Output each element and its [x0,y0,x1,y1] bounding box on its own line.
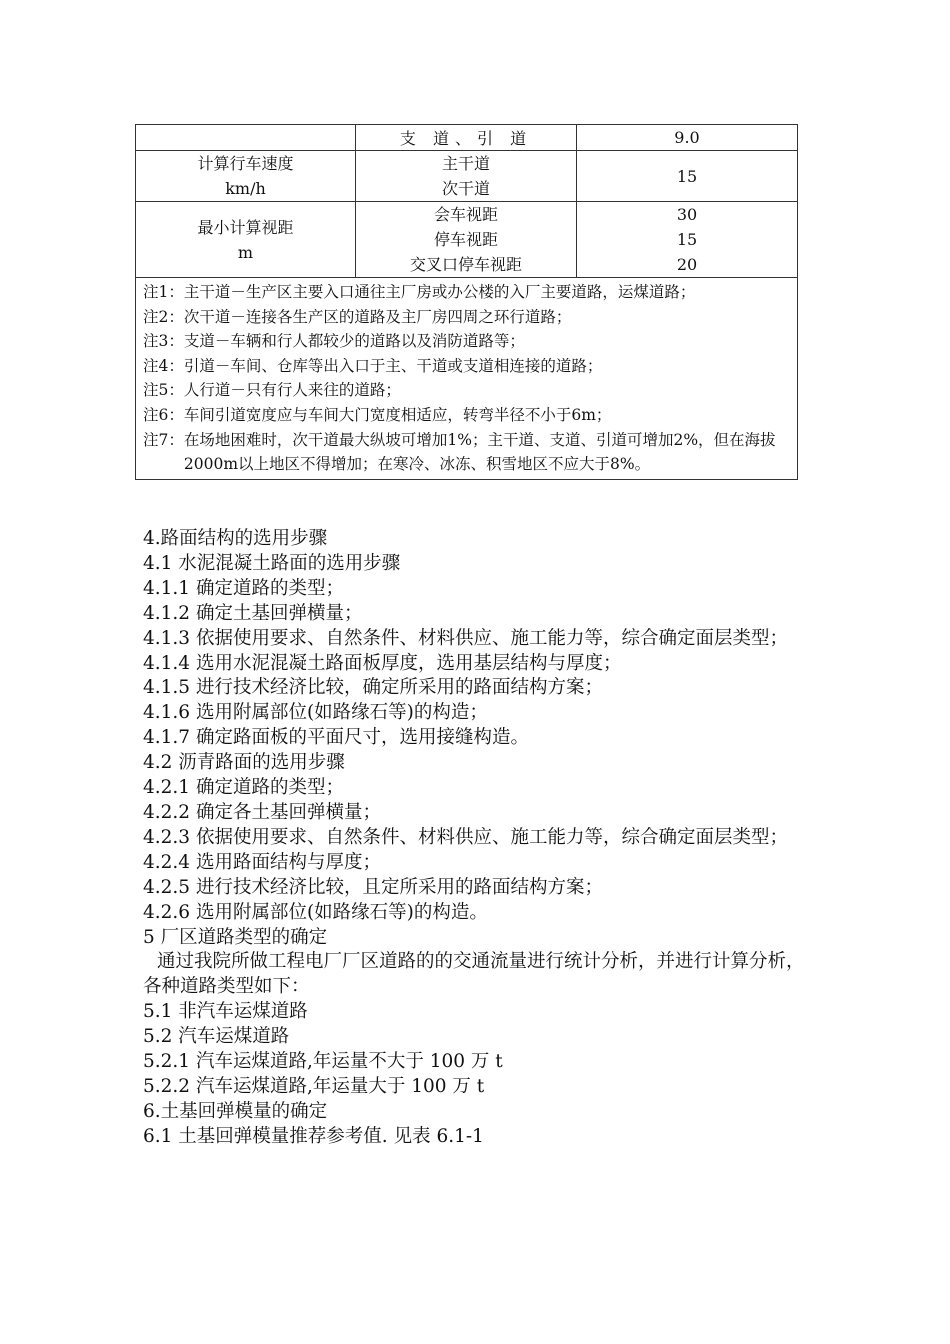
table-cell [136,125,356,151]
table-cell [356,151,577,202]
note-label: 注4： [143,356,184,375]
table-row [136,125,798,151]
table-cell: 9.0 [577,125,798,151]
road-spec-table [135,124,798,480]
subsection-heading: 4.1 水泥混凝土路面的选用步骤 [143,552,401,574]
table-cell [136,151,356,202]
cell-line: 计算行车速度 [197,154,294,173]
table-cell [577,202,798,278]
note-item [143,403,791,428]
step-item: 4.2.5 进行技术经济比较，且定所采用的路面结构方案； [143,876,603,898]
step-item: 4.2.1 确定道路的类型； [143,777,344,799]
step-item: 5.2.2 汽车运煤道路,年运量大于 100 万 t [143,1075,485,1097]
note-text: 支道－车辆和行人都较少的道路以及消防道路等； [183,332,525,351]
step-item: 4.2.4 选用路面结构与厚度； [143,851,381,873]
note-label: 注2： [143,307,184,326]
subsection-heading: 4.2 沥青路面的选用步骤 [143,752,345,774]
note-text: 引道－车间、仓库等出入口于主、干道或支道相连接的道路； [183,356,603,375]
step-item: 4.1.5 进行技术经济比较，确定所采用的路面结构方案； [143,677,603,699]
cell-line: 停车视距 [433,230,498,249]
note-item [143,329,791,354]
note-text: 次干道－连接各生产区的道路及主厂房四周之环行道路； [183,307,572,326]
cell-line: 15 [676,230,698,249]
document-body [143,527,813,1150]
table-row-notes [136,278,798,480]
section-heading: 5 厂区道路类型的确定 [143,926,328,948]
step-item: 4.1.4 选用水泥混凝土路面板厚度，选用基层结构与厚度； [143,652,622,674]
note-item [143,280,791,305]
step-item: 4.2.6 选用附属部位(如路缘石等)的构造。 [143,901,488,923]
step-item: 4.1.3 依据使用要求、自然条件、材料供应、施工能力等，综合确定面层类型； [143,627,788,649]
section-heading: 4.路面结构的选用步骤 [143,528,328,549]
step-item: 5.2.1 汽车运煤道路,年运量不大于 100 万 t [143,1051,503,1073]
cell-line: 次干道 [441,179,490,198]
cell-line: m [237,242,254,262]
subsection-heading: 5.2 汽车运煤道路 [143,1026,290,1048]
section-heading: 6.土基回弹模量的确定 [143,1100,328,1122]
subsection-heading: 5.1 非汽车运煤道路 [143,1001,308,1023]
table-cell: 支 道、引 道 [356,125,577,151]
table-row [136,151,798,202]
note-item [143,428,791,477]
step-item: 4.1.6 选用附属部位(如路缘石等)的构造； [143,702,488,724]
table-cell [356,202,577,278]
note-item [143,354,791,379]
table-cell [136,202,356,278]
table-cell: 15 [577,151,798,202]
cell-line: 30 [676,205,698,224]
note-item [143,378,791,403]
step-item: 4.1.2 确定土基回弹横量； [143,602,363,624]
note-text: 人行道－只有行人来往的道路； [183,381,401,400]
cell-line: km/h [225,179,266,198]
note-text: 车间引道宽度应与车间大门宽度相适应，转弯半径不小于6m； [183,405,612,424]
step-item: 4.2.2 确定各土基回弹横量； [143,801,381,823]
note-text: 在场地困难时，次干道最大纵坡可增加1%；主干道、支道、引道可增加2%，但在海拔2000m以上地区不得增加；在寒冷、冰冻、积雪地区不应大于8%。 [183,430,776,474]
cell-line: 20 [676,255,698,274]
body-paragraph: 通过我院所做工程电厂厂区道路的的交通流量进行统计分析，并进行计算分析，各种道路类型如下： [143,951,805,998]
cell-line: 会车视距 [433,205,498,224]
cell-line: 最小计算视距 [197,217,294,237]
notes-cell [136,278,798,480]
note-label: 注7： [143,430,184,449]
step-item: 4.2.3 依据使用要求、自然条件、材料供应、施工能力等，综合确定面层类型； [143,826,788,848]
cell-line: 主干道 [441,154,490,173]
note-label: 注1： [143,283,184,301]
note-text: 主干道－生产区主要入口通往主厂房或办公楼的入厂主要道路，运煤道路； [183,283,696,301]
subsection-heading: 6.1 土基回弹模量推荐参考值. 见表 6.1-1 [143,1125,484,1147]
cell-line: 交叉口停车视距 [409,255,522,274]
step-item: 4.1.7 确定路面板的平面尺寸，选用接缝构造。 [143,727,529,749]
note-label: 注6： [143,405,184,424]
note-item [143,305,791,330]
table-row [136,202,798,278]
note-label: 注5： [143,381,184,400]
step-item: 4.1.1 确定道路的类型； [143,577,344,599]
note-label: 注3： [143,332,184,351]
